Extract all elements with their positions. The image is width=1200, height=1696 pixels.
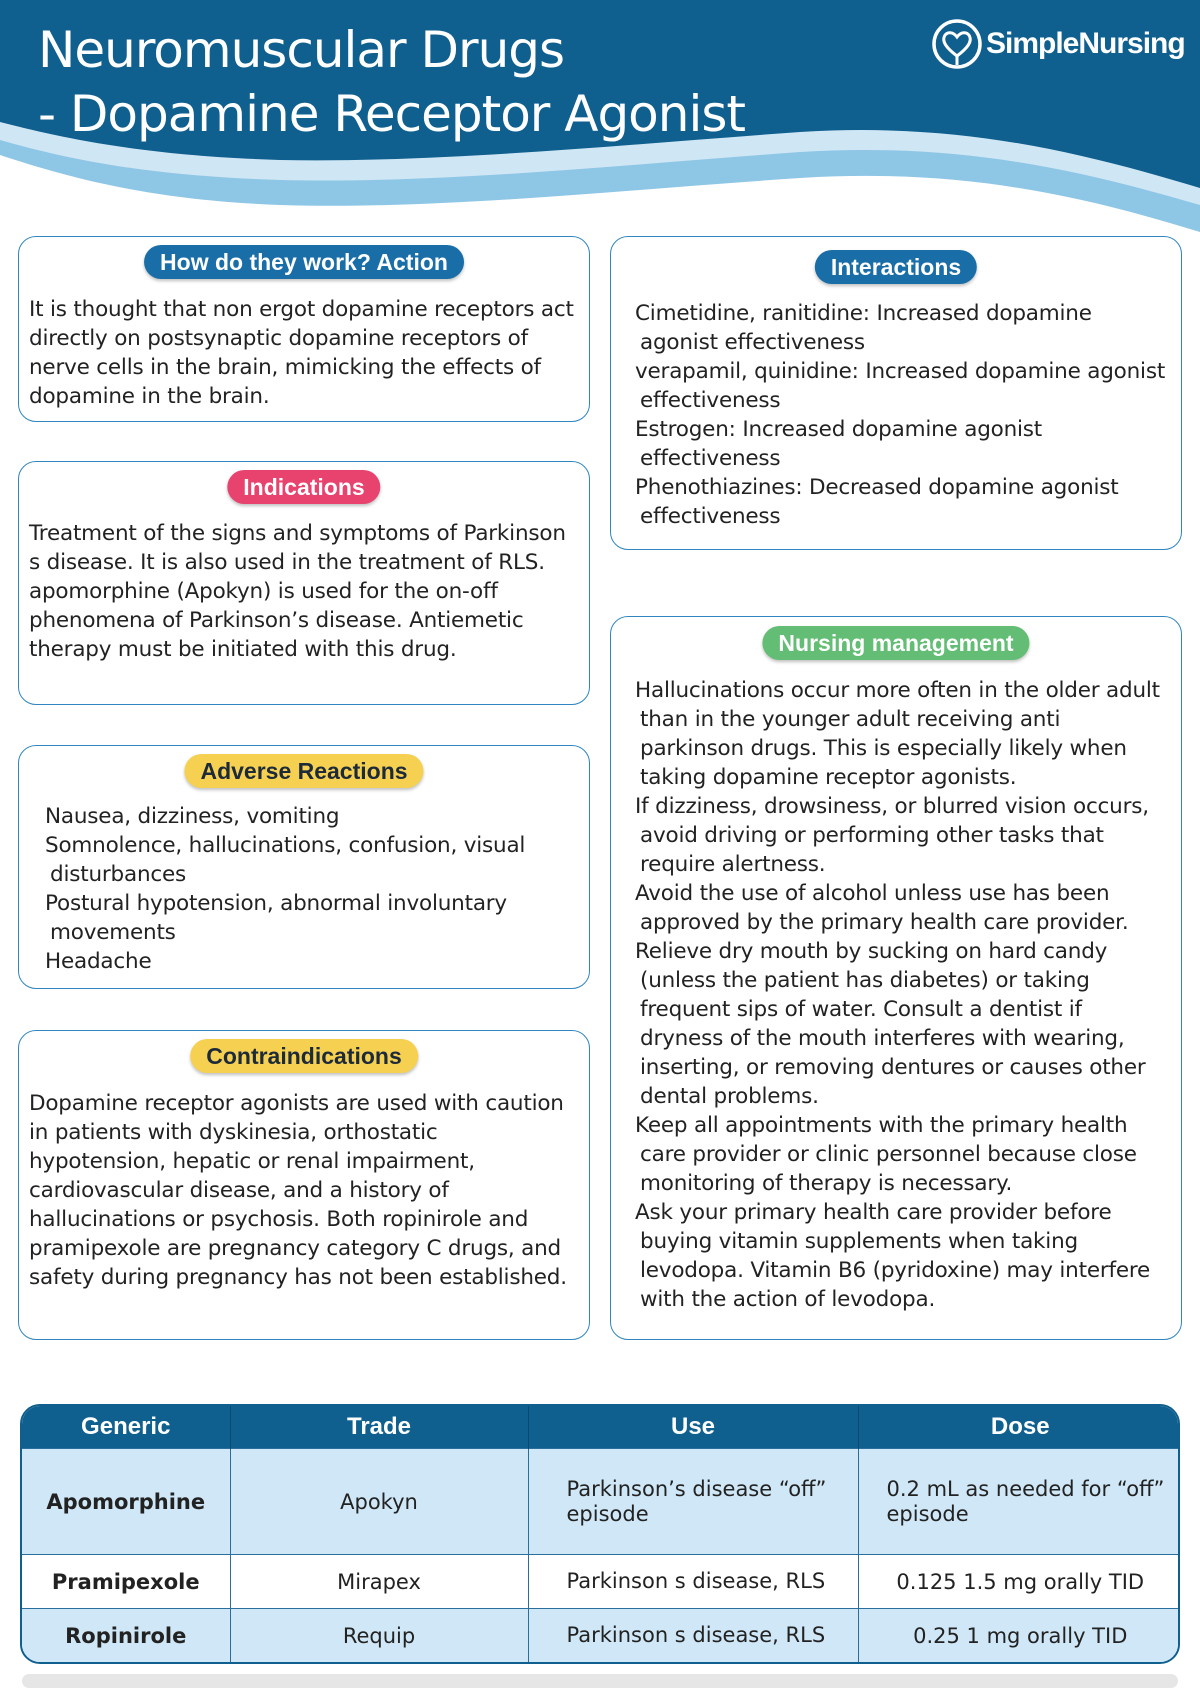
- indications-paragraph: Treatment of the signs and symptoms of Parkinson s disease. It is also used in the treatment of RLS. apomorphine (Apokyn) is used for the on-off phenomena of Parkinson’s disease. Antiemetic therapy must be initiated with this drug.: [29, 521, 566, 662]
- brand-logo: [930, 16, 1185, 72]
- adverse-reactions-card: [18, 745, 590, 989]
- interactions-heading: Interactions: [815, 250, 977, 284]
- action-card: [18, 236, 590, 422]
- generic-cell: Ropinirole: [22, 1609, 230, 1662]
- column-header-trade: Trade: [230, 1406, 528, 1449]
- drug-table: [20, 1404, 1180, 1664]
- brand-name: SimpleNursing: [986, 27, 1185, 60]
- nursing-management-heading: Nursing management: [762, 626, 1029, 660]
- interaction-item: verapamil, quinidine: Increased dopamine agonist effectiveness: [635, 359, 1166, 413]
- dose-cell: 0.25 1 mg orally TID: [858, 1609, 1180, 1662]
- nursing-item: Hallucinations occur more often in the older adult than in the younger adult receiving anti parkinson drugs. This is especially likely when taking dopamine receptor agonists.: [635, 678, 1160, 790]
- action-paragraph: It is thought that non ergot dopamine receptors act directly on postsynaptic dopamine receptors of nerve cells in the brain, mimicking the effects of dopamine in the brain.: [29, 297, 574, 409]
- interactions-text: [635, 299, 1167, 531]
- interaction-item: Phenothiazines: Decreased dopamine agonist effectiveness: [635, 475, 1119, 529]
- dose-cell: 0.2 mL as needed for “off” episode: [858, 1449, 1180, 1555]
- trade-cell: Mirapex: [230, 1555, 528, 1609]
- nursing-item: Ask your primary health care provider before buying vitamin supplements when taking levodopa. Vitamin B6 (pyridoxine) may interfere with the action of levodopa.: [635, 1200, 1151, 1312]
- nursing-management-text: [635, 676, 1169, 1314]
- table-row: [22, 1449, 1180, 1555]
- column-header-dose: Dose: [858, 1406, 1180, 1449]
- stethoscope-heart-icon: [930, 17, 984, 71]
- dose-cell: 0.125 1.5 mg orally TID: [858, 1555, 1180, 1609]
- adverse-reactions-heading: Adverse Reactions: [184, 754, 423, 788]
- nursing-item: Avoid the use of alcohol unless use has been approved by the primary health care provider.: [635, 881, 1129, 935]
- contraindications-text: [29, 1089, 579, 1292]
- adverse-item: Nausea, dizziness, vomiting: [45, 804, 340, 829]
- adverse-reactions-text: [45, 802, 579, 976]
- action-heading: How do they work? Action: [144, 245, 464, 279]
- indications-heading: Indications: [227, 470, 380, 504]
- table-row: [22, 1609, 1180, 1662]
- interaction-item: Cimetidine, ranitidine: Increased dopamine agonist effectiveness: [635, 301, 1092, 355]
- generic-cell: Pramipexole: [22, 1555, 230, 1609]
- column-header-use: Use: [528, 1406, 858, 1449]
- table-header-row: [22, 1406, 1180, 1449]
- interaction-item: Estrogen: Increased dopamine agonist effectiveness: [635, 417, 1043, 471]
- nursing-item: Relieve dry mouth by sucking on hard candy (unless the patient has diabetes) or taking frequent sips of water. Consult a dentist if dryness of the mouth interferes with wearing, inserting, or removing dentures or causes other dental problems.: [635, 939, 1146, 1109]
- title-line-1: Neuromuscular Drugs: [38, 21, 565, 79]
- indications-card: [18, 461, 590, 705]
- generic-cell: Apomorphine: [22, 1449, 230, 1555]
- page-title: [38, 18, 745, 146]
- bottom-shadow-divider: [22, 1674, 1178, 1688]
- nursing-management-card: [610, 616, 1182, 1340]
- title-line-2: - Dopamine Receptor Agonist: [38, 85, 746, 143]
- column-header-generic: Generic: [22, 1406, 230, 1449]
- use-cell: Parkinson s disease, RLS: [528, 1609, 858, 1662]
- contraindications-heading: Contraindications: [190, 1039, 418, 1073]
- table-row: [22, 1555, 1180, 1609]
- adverse-item: Postural hypotension, abnormal involuntary movements: [45, 891, 507, 945]
- adverse-item: Headache: [45, 949, 152, 974]
- use-cell: Parkinson s disease, RLS: [528, 1555, 858, 1609]
- adverse-item: Somnolence, hallucinations, confusion, visual disturbances: [45, 833, 526, 887]
- contraindications-card: [18, 1030, 590, 1340]
- nursing-item: If dizziness, drowsiness, or blurred vision occurs, avoid driving or performing other tasks that require alertness.: [635, 794, 1149, 877]
- trade-cell: Requip: [230, 1609, 528, 1662]
- indications-text: [29, 519, 579, 664]
- use-cell: Parkinson’s disease “off” episode: [528, 1449, 858, 1555]
- interactions-card: [610, 236, 1182, 550]
- nursing-item: Keep all appointments with the primary health care provider or clinic personnel because close monitoring of therapy is necessary.: [635, 1113, 1137, 1196]
- contraindications-paragraph: Dopamine receptor agonists are used with caution in patients with dyskinesia, orthostatic hypotension, hepatic or renal impairment, cardiovascular disease, and a history of hallucinations or psychosis. Both ropinirole and pramipexole are pregnancy category C drugs, and safety during pregnancy has not been established.: [29, 1091, 567, 1290]
- action-text: [29, 295, 579, 411]
- trade-cell: Apokyn: [230, 1449, 528, 1555]
